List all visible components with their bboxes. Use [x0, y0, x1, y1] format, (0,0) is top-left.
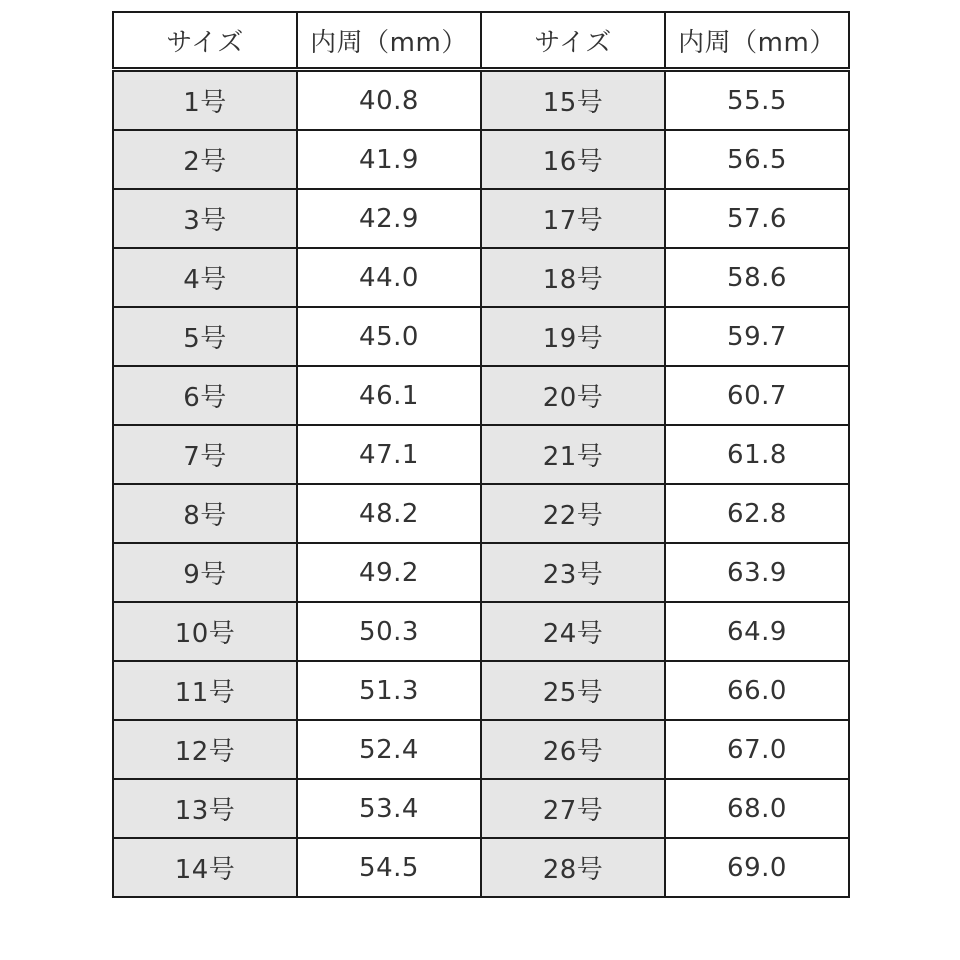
- cell-size-right: 17号: [481, 189, 665, 248]
- cell-circumference-left: 44.0: [297, 248, 481, 307]
- table-row: [113, 366, 849, 425]
- cell-size-right: 24号: [481, 602, 665, 661]
- cell-circumference-right: 62.8: [665, 484, 849, 543]
- header-size-right: サイズ: [481, 12, 665, 70]
- cell-circumference-right: 59.7: [665, 307, 849, 366]
- cell-circumference-left: 50.3: [297, 602, 481, 661]
- cell-circumference-right: 66.0: [665, 661, 849, 720]
- header-circumference-left: 内周（mm）: [297, 12, 481, 70]
- cell-size-right: 19号: [481, 307, 665, 366]
- header-size-left: サイズ: [113, 12, 297, 70]
- table-row: [113, 661, 849, 720]
- header-row: [113, 12, 849, 70]
- cell-size-right: 18号: [481, 248, 665, 307]
- cell-size-right: 23号: [481, 543, 665, 602]
- cell-circumference-right: 61.8: [665, 425, 849, 484]
- cell-size-left: 5号: [113, 307, 297, 366]
- cell-circumference-left: 40.8: [297, 70, 481, 131]
- cell-size-left: 4号: [113, 248, 297, 307]
- cell-circumference-left: 49.2: [297, 543, 481, 602]
- cell-circumference-left: 45.0: [297, 307, 481, 366]
- table-row: [113, 425, 849, 484]
- cell-circumference-left: 51.3: [297, 661, 481, 720]
- cell-size-left: 13号: [113, 779, 297, 838]
- table-row: [113, 130, 849, 189]
- cell-size-left: 10号: [113, 602, 297, 661]
- cell-circumference-left: 42.9: [297, 189, 481, 248]
- cell-size-right: 27号: [481, 779, 665, 838]
- cell-circumference-right: 57.6: [665, 189, 849, 248]
- cell-circumference-right: 63.9: [665, 543, 849, 602]
- cell-size-left: 11号: [113, 661, 297, 720]
- header-circumference-right: 内周（mm）: [665, 12, 849, 70]
- cell-size-left: 1号: [113, 70, 297, 131]
- cell-size-left: 14号: [113, 838, 297, 897]
- cell-circumference-right: 69.0: [665, 838, 849, 897]
- cell-circumference-left: 46.1: [297, 366, 481, 425]
- cell-size-right: 21号: [481, 425, 665, 484]
- cell-size-right: 28号: [481, 838, 665, 897]
- cell-size-left: 3号: [113, 189, 297, 248]
- cell-circumference-right: 64.9: [665, 602, 849, 661]
- table-row: [113, 70, 849, 131]
- table-row: [113, 779, 849, 838]
- table-body: [113, 70, 849, 898]
- table-row: [113, 838, 849, 897]
- cell-size-right: 15号: [481, 70, 665, 131]
- cell-size-right: 25号: [481, 661, 665, 720]
- cell-circumference-right: 68.0: [665, 779, 849, 838]
- cell-circumference-right: 67.0: [665, 720, 849, 779]
- cell-circumference-left: 54.5: [297, 838, 481, 897]
- cell-size-left: 8号: [113, 484, 297, 543]
- cell-circumference-left: 52.4: [297, 720, 481, 779]
- cell-circumference-right: 56.5: [665, 130, 849, 189]
- table-row: [113, 189, 849, 248]
- cell-circumference-right: 58.6: [665, 248, 849, 307]
- cell-size-right: 16号: [481, 130, 665, 189]
- table-row: [113, 307, 849, 366]
- cell-circumference-left: 47.1: [297, 425, 481, 484]
- cell-size-right: 26号: [481, 720, 665, 779]
- cell-circumference-right: 60.7: [665, 366, 849, 425]
- cell-size-left: 7号: [113, 425, 297, 484]
- table-row: [113, 248, 849, 307]
- ring-size-table: [112, 11, 850, 898]
- table-row: [113, 543, 849, 602]
- cell-size-left: 12号: [113, 720, 297, 779]
- cell-size-left: 2号: [113, 130, 297, 189]
- table-header: [113, 12, 849, 70]
- cell-circumference-left: 48.2: [297, 484, 481, 543]
- cell-size-left: 6号: [113, 366, 297, 425]
- cell-circumference-right: 55.5: [665, 70, 849, 131]
- cell-size-right: 22号: [481, 484, 665, 543]
- cell-size-left: 9号: [113, 543, 297, 602]
- table-row: [113, 720, 849, 779]
- cell-circumference-left: 41.9: [297, 130, 481, 189]
- table-row: [113, 484, 849, 543]
- cell-size-right: 20号: [481, 366, 665, 425]
- table-row: [113, 602, 849, 661]
- cell-circumference-left: 53.4: [297, 779, 481, 838]
